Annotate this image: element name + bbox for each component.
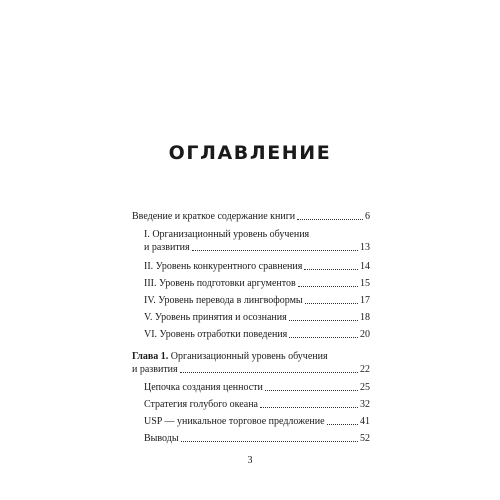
toc-entry-level6 bbox=[144, 328, 370, 342]
toc-page-number: 13 bbox=[360, 242, 370, 253]
toc-entry-text: V. Уровень принятия и осознания bbox=[144, 312, 287, 323]
toc-page-number: 17 bbox=[360, 295, 370, 306]
dot-leader bbox=[265, 390, 358, 391]
toc-page-number: 14 bbox=[360, 261, 370, 272]
toc-entry-ch1-s2 bbox=[144, 398, 370, 412]
toc-entry-text: IV. Уровень перевода в лингвоформы bbox=[144, 295, 303, 306]
toc-page-number: 22 bbox=[360, 364, 370, 375]
toc-page-number: 6 bbox=[365, 211, 370, 222]
toc-page-number: 25 bbox=[360, 382, 370, 393]
toc-entry-text: и развития bbox=[144, 242, 190, 253]
dot-leader bbox=[289, 320, 358, 321]
toc-page-number: 41 bbox=[360, 416, 370, 427]
toc-entry-text: USP — уникальное торговое предложение bbox=[144, 416, 325, 427]
toc-page-number: 32 bbox=[360, 399, 370, 410]
dot-leader bbox=[289, 337, 358, 338]
toc-entry-text: II. Уровень конкурентного сравнения bbox=[144, 261, 303, 272]
toc-chapter1-line1 bbox=[132, 350, 328, 364]
chapter-title: Организационный уровень обучения bbox=[168, 351, 328, 362]
dot-leader bbox=[260, 407, 358, 408]
dot-leader bbox=[181, 441, 358, 442]
toc-entry-level4 bbox=[144, 294, 370, 308]
toc-chapter1 bbox=[132, 363, 370, 377]
toc-entry-intro bbox=[132, 210, 370, 224]
toc-entry-level5 bbox=[144, 311, 370, 325]
toc-entry-text: Стратегия голубого океана bbox=[144, 399, 258, 410]
dot-leader bbox=[192, 250, 358, 251]
toc-entry-text: III. Уровень подготовки аргументов bbox=[144, 278, 296, 289]
dot-leader bbox=[304, 269, 358, 270]
toc-page-number: 15 bbox=[360, 278, 370, 289]
toc-entry-text: и развития bbox=[132, 364, 178, 375]
dot-leader bbox=[298, 286, 358, 287]
toc-page-number: 20 bbox=[360, 329, 370, 340]
page-number: 3 bbox=[247, 455, 253, 466]
toc-entry-level1 bbox=[144, 241, 370, 255]
toc-entry-ch1-s1 bbox=[144, 381, 370, 395]
dot-leader bbox=[297, 219, 363, 220]
toc-entry-ch1-s3 bbox=[144, 415, 370, 429]
chapter-label: Глава 1. bbox=[132, 351, 169, 362]
dot-leader bbox=[180, 372, 358, 373]
toc-entry-text: VI. Уровень отработки поведения bbox=[144, 329, 288, 340]
toc-entry-text: Выводы bbox=[144, 433, 179, 444]
toc-entry-text: Цепочка создания ценности bbox=[144, 382, 263, 393]
toc-entry-level1-line1: I. Организационный уровень обучения bbox=[144, 229, 310, 240]
toc-entry-ch1-s4 bbox=[144, 432, 370, 446]
toc-page-number: 52 bbox=[360, 433, 370, 444]
toc-entry-level3 bbox=[144, 277, 370, 291]
toc-entry-level2 bbox=[144, 260, 370, 274]
dot-leader bbox=[305, 303, 358, 304]
dot-leader bbox=[327, 424, 358, 425]
toc-page-number: 18 bbox=[360, 312, 370, 323]
page-title: ОГЛАВЛЕНИЕ bbox=[168, 142, 332, 164]
toc-entry-text: Введение и краткое содержание книги bbox=[132, 211, 296, 222]
